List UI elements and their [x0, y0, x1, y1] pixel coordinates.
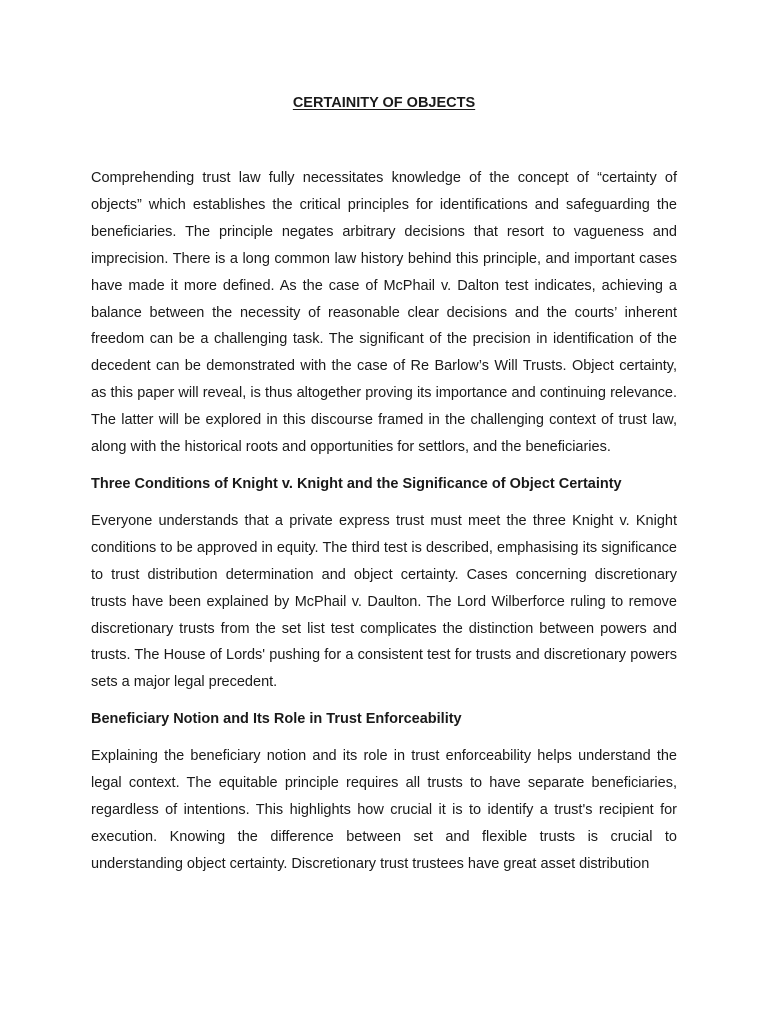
intro-paragraph: Comprehending trust law fully necessitates knowledge of the concept of “certainty of objects” which establishes the critical principles for identifications and safeguarding the beneficiaries. The principle negates arbitrary decisions that resort to vagueness and imprecision. There is a long common law history behind this principle, and important cases have made it more defined. As the case of McPhail v. Dalton test indicates, achieving a balance between the necessity of reasonable clear decisions and the courts’ inherent freedom can be a challenging task. The significant of the precision in identification of the decedent can be demonstrated with the case of Re Barlow’s Will Trusts. Object certainty, as this paper will reveal, is thus altogether proving its importance and continuing relevance. The latter will be explored in this discourse framed in the challenging context of trust law, along with the historical roots and opportunities for settlors, and the beneficiaries. — [91, 170, 677, 456]
document-body — [91, 165, 677, 878]
document-title — [0, 94, 768, 112]
document-title-text: CERTAINITY OF OBJECTS — [292, 95, 476, 111]
knight-paragraph: Everyone understands that a private express trust must meet the three Knight v. Knight conditions to be approved in equity. The third test is described, emphasising its significance to trust distribution determination and object certainty. Cases concerning discretionary trusts have been explained by McPhail v. Daulton. The Lord Wilberforce ruling to remove discretionary trusts from the set list test complicates the distinction between powers and trusts. The House of Lords' pushing for a consistent test for trusts and discretionary powers sets a major legal precedent. — [91, 512, 677, 691]
beneficiary-paragraph: Explaining the beneficiary notion and its role in trust enforceability helps understand the legal context. The equitable principle requires all trusts to have separate beneficiaries, regardless of intentions. This highlights how crucial it is to identify a trust's recipient for execution. Knowing the difference between set and flexible trusts is crucial to understanding object certainty. Discretionary trust trustees have great asset distribution — [91, 748, 677, 872]
section-heading-knight: Three Conditions of Knight v. Knight and the Significance of Object Certainty — [91, 475, 622, 492]
section-heading-beneficiary: Beneficiary Notion and Its Role in Trust Enforceability — [91, 711, 462, 728]
